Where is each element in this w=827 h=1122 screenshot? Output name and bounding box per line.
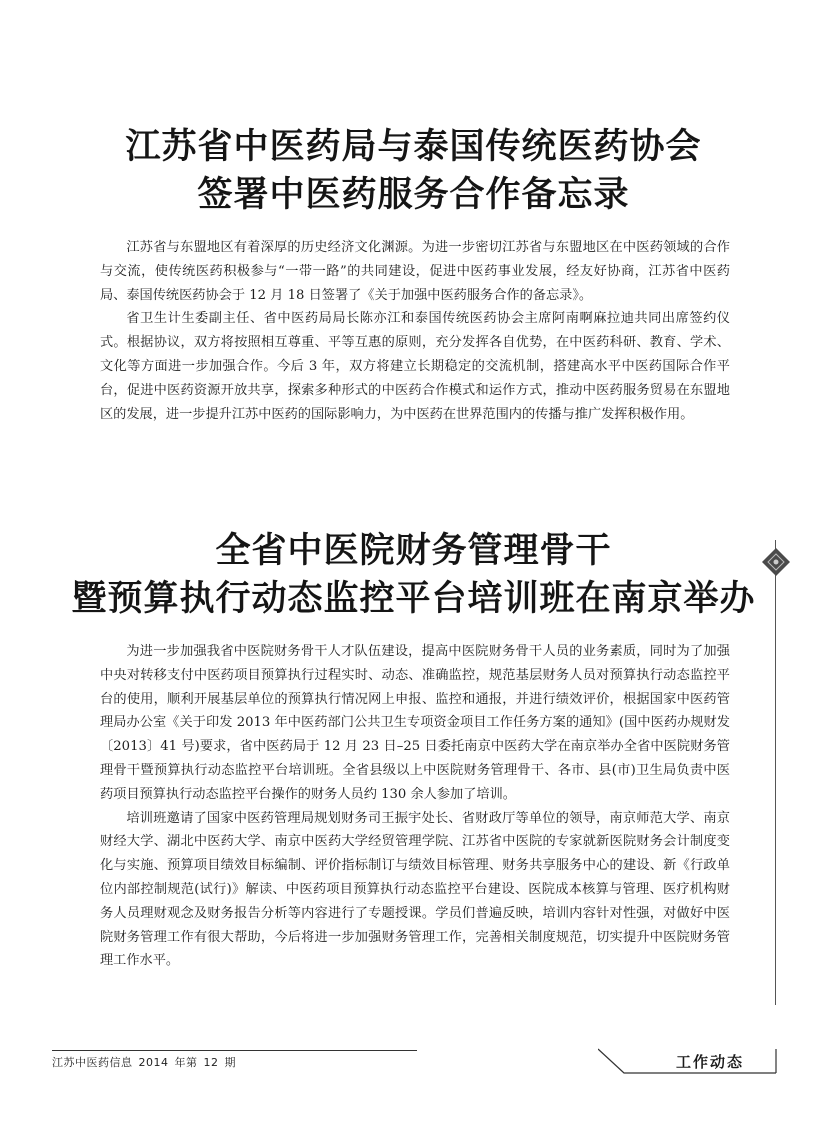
article-2-title (60, 527, 767, 623)
right-margin-rule (775, 540, 776, 1005)
section-label: 工作动态 (676, 1053, 745, 1071)
footer-rule (52, 1050, 417, 1051)
article-2-title-line-2: 暨预算执行动态监控平台培训班在南京举办 (71, 579, 756, 619)
article-1-title-line-2: 签署中医药服务合作备忘录 (197, 175, 630, 215)
article-1-body (100, 236, 730, 426)
section-tab (598, 1047, 778, 1075)
article-1-title (60, 123, 767, 219)
article-2-paragraph-2: 培训班邀请了国家中医药管理局规划财务司王振宇处长、省财政厅等单位的领导，南京师范大学、南京财经大学、湖北中医药大学、南京中医药大学经贸管理学院、江苏省中医院的专家就新医院财务会计制度变化与实施、预算项目绩效目标编制、评价指标制订与绩效目标管理、财务共享服务中心的建设、新《行政单位内部控制规范(试行)》解读、中医药项目预算执行动态监控平台建设、医院成本核算与管理、医疗机构财务人员理财观念及财务报告分析等内容进行了专题授课。学员们普遍反映，培训内容针对性强，对做好中医院财务管理工作有很大帮助，今后将进一步加强财务管理工作，完善相关制度规范，切实提升中医院财务管理工作水平。 (100, 810, 730, 969)
article-2-body (100, 640, 730, 973)
footer-year: 2014 (138, 1056, 169, 1069)
article-1-paragraph-2: 省卫生计生委副主任、省中医药局局长陈亦江和泰国传统医药协会主席阿南啊麻拉迪共同出席签约仪式。根据协议，双方将按照相互尊重、平等互惠的原则，充分发挥各自优势，在中医药科研、教育、学术、文化等方面进一步加强合作。今后 3 年，双方将建立长期稳定的交流机制，搭建高水平中医药国际合作平台，促进中医药资源开放共享，探索多种形式的中医药合作模式和运作方式，推动中医药服务贸易在东盟地区的发展，进一步提升江苏中医药的国际影响力，为中医药在世界范围内的传播与推广发挥积极作用。 (100, 311, 730, 422)
article-1-title-line-1: 江苏省中医药局与泰国传统医药协会 (125, 127, 702, 167)
footer-publication-name: 江苏中医药信息 (52, 1056, 133, 1069)
footer-publication-info (52, 1054, 238, 1070)
article-1-paragraph-1: 江苏省与东盟地区有着深厚的历史经济文化渊源。为进一步密切江苏省与东盟地区在中医药领域的合作与交流，使传统医药积极参与“一带一路”的共同建设，促进中医药事业发展，经友好协商，江苏省中医药局、泰国传统医药协会于 12 月 18 日签署了《关于加强中医药服务合作的备忘录》。 (100, 240, 730, 303)
footer-issue-suffix: 期 (224, 1056, 236, 1069)
article-2-title-line-1: 全省中医院财务管理骨干 (215, 531, 612, 571)
footer-year-suffix: 年第 (174, 1056, 198, 1069)
diamond-page-marker-icon (761, 547, 791, 577)
footer-issue: 12 (203, 1056, 219, 1069)
article-2-paragraph-1: 为进一步加强我省中医院财务骨干人才队伍建设，提高中医院财务骨干人员的业务素质，同时为了加强中央对转移支付中医药项目预算执行过程实时、动态、准确监控，规范基层财务人员对预算执行动态监控平台的使用，顺利开展基层单位的预算执行情况网上申报、监控和通报，并进行绩效评价，根据国家中医药管理局办公室《关于印发 2013 年中医药部门公共卫生专项资金项目工作任务方案的通知》(国中医药办规财发〔2013〕41 号)要求，省中医药局于 12 月 23 日–25 日委托南京中医药大学在南京举办全省中医院财务管理骨干暨预算执行动态监控平台培训班。全省县级以上中医院财务管理骨干、各市、县(市)卫生局负责中医药项目预算执行动态监控平台操作的财务人员约 130 余人参加了培训。 (100, 644, 730, 802)
